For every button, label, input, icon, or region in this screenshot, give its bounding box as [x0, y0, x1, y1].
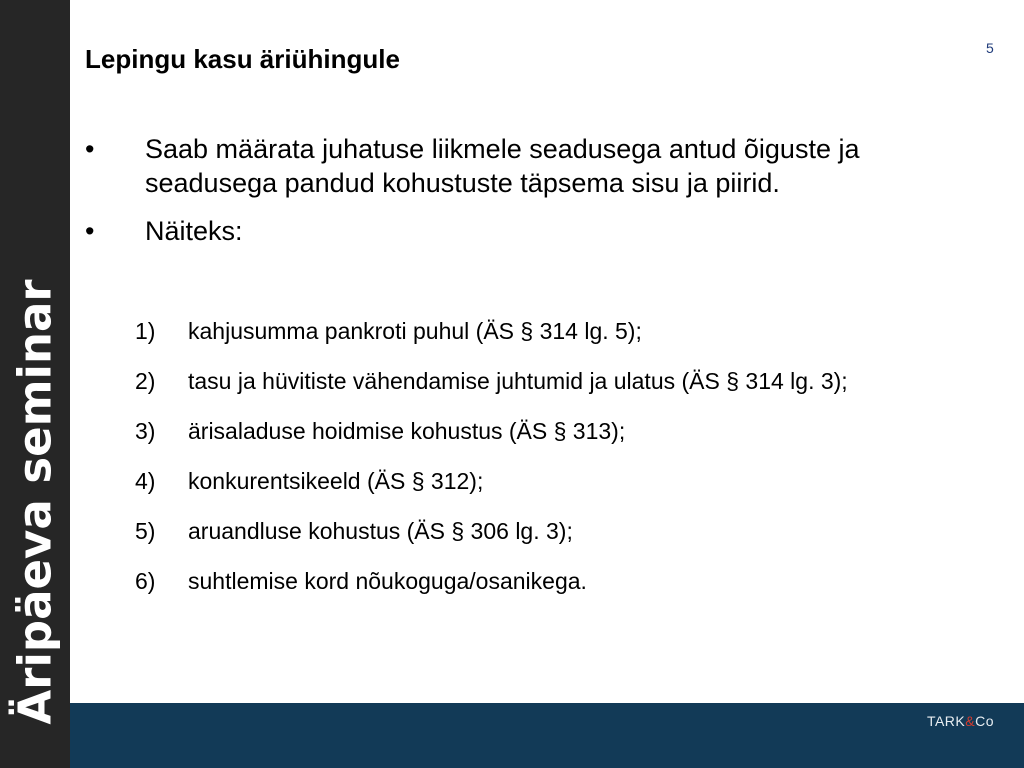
numbered-item — [135, 516, 987, 547]
numbered-list — [135, 316, 987, 616]
bullet-marker: • — [85, 216, 95, 246]
numbered-item — [135, 466, 987, 497]
number-marker: 2) — [135, 368, 156, 394]
number-marker: 5) — [135, 518, 156, 544]
bullet-list — [85, 132, 990, 262]
bullet-item — [85, 214, 990, 248]
logo-text-right: Co — [975, 713, 994, 729]
number-marker: 1) — [135, 318, 156, 344]
footer-band — [70, 703, 1024, 768]
numbered-text: kahjusumma pankroti puhul (ÄS § 314 lg. 5); — [188, 318, 642, 344]
numbered-item — [135, 416, 987, 447]
page-number: 5 — [986, 40, 994, 56]
slide-title: Lepingu kasu äriühingule — [85, 44, 400, 74]
bullet-item — [85, 132, 990, 200]
numbered-item — [135, 366, 987, 397]
numbered-text: tasu ja hüvitiste vähendamise juhtumid ja ulatus (ÄS § 314 lg. 3); — [188, 368, 848, 394]
bullet-marker: • — [85, 134, 95, 164]
numbered-text: konkurentsikeeld (ÄS § 312); — [188, 468, 484, 494]
brand-logo-text: Äripäeva seminar — [8, 279, 62, 725]
logo-text-left: TARK — [926, 713, 966, 729]
sidebar-band — [0, 0, 70, 768]
number-marker: 6) — [135, 568, 156, 594]
number-marker: 3) — [135, 418, 156, 444]
numbered-item — [135, 566, 987, 597]
numbered-item — [135, 316, 987, 347]
company-logo — [927, 713, 994, 729]
logo-ampersand: & — [965, 713, 976, 729]
bullet-text: Saab määrata juhatuse liikmele seadusega antud õiguste ja seadusega pandud kohustuste täpsema sisu ja piirid. — [145, 134, 860, 198]
numbered-text: aruandluse kohustus (ÄS § 306 lg. 3); — [188, 518, 573, 544]
numbered-text: ärisaladuse hoidmise kohustus (ÄS § 313); — [188, 418, 626, 444]
bullet-text: Näiteks: — [145, 216, 243, 246]
numbered-text: suhtlemise kord nõukoguga/osanikega. — [188, 568, 587, 594]
number-marker: 4) — [135, 468, 156, 494]
